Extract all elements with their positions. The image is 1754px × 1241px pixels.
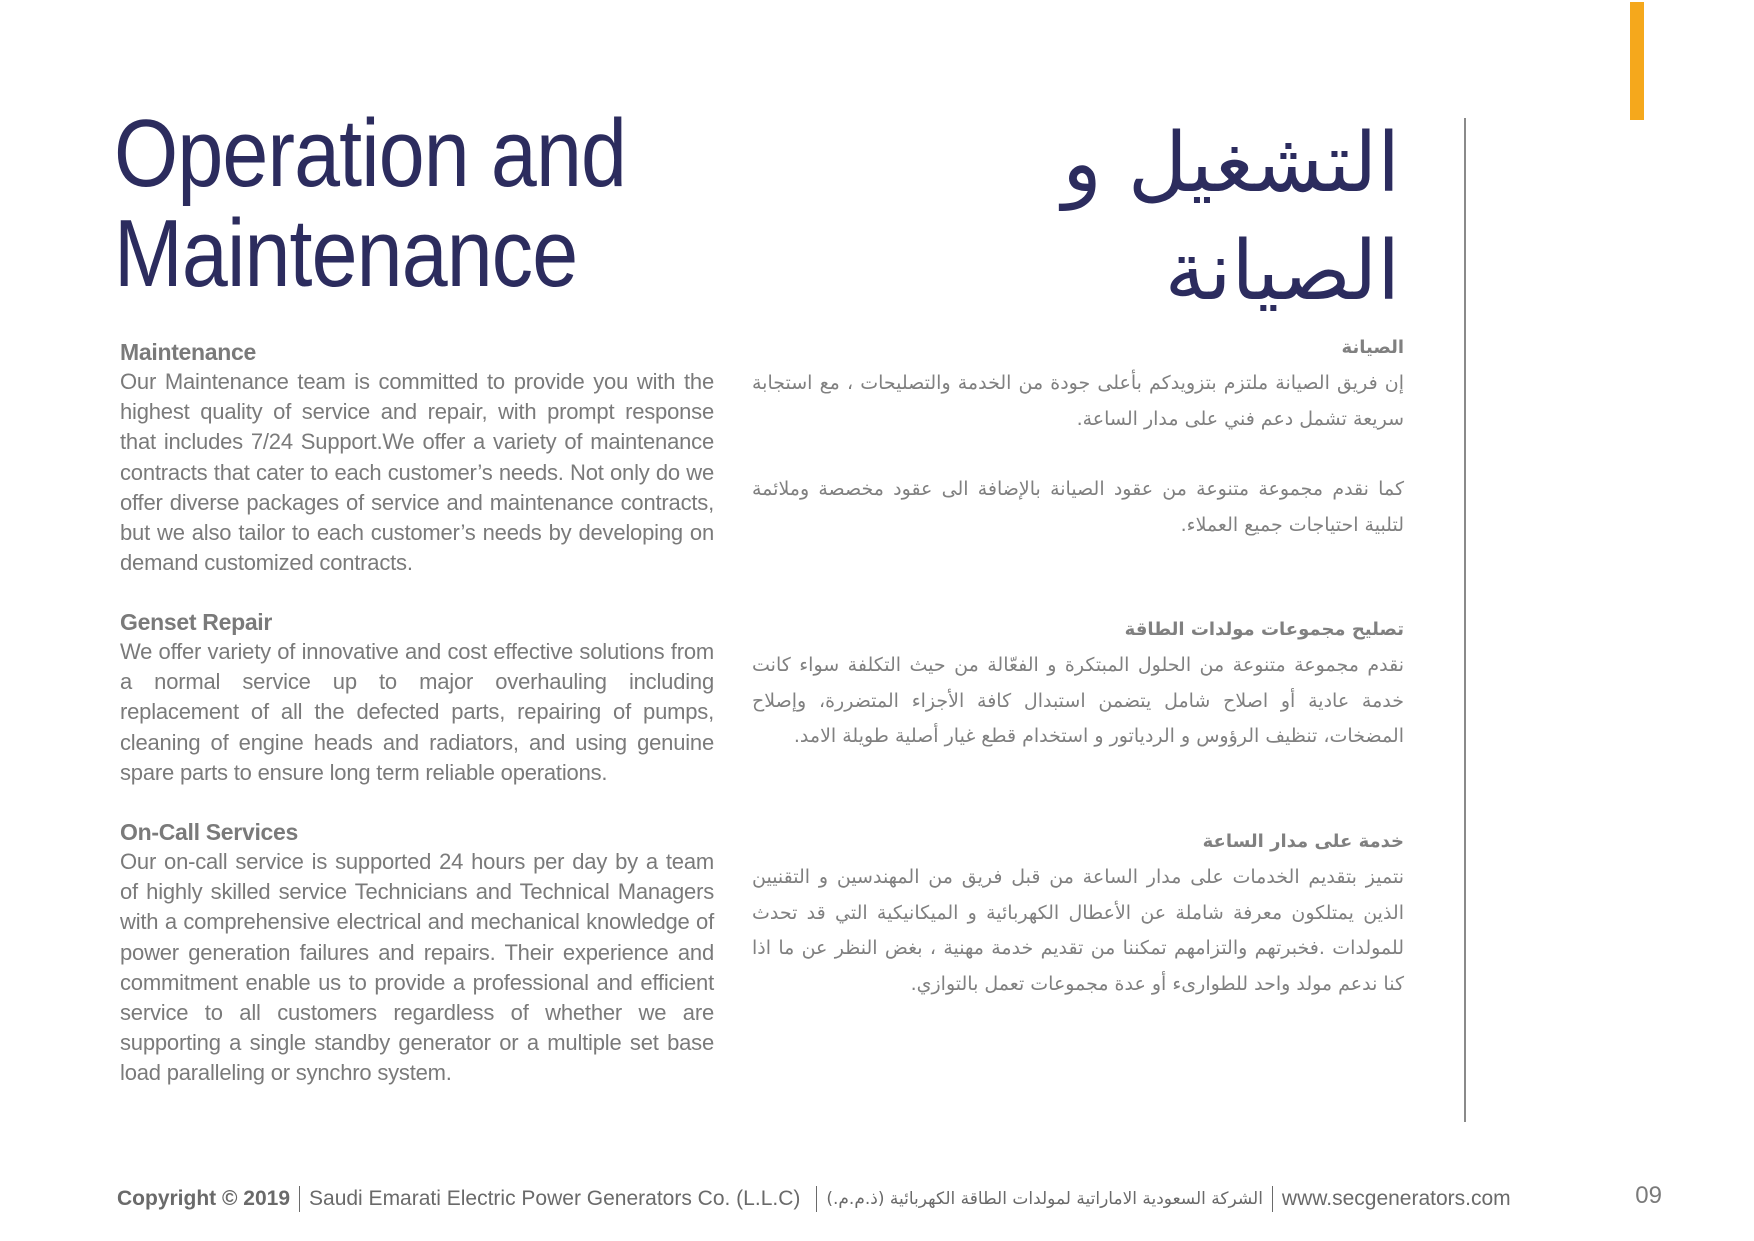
section-genset-repair-en <box>120 607 714 788</box>
section-body: نتميز بتقديم الخدمات على مدار الساعة من قبل فريق من المهندسين و التقنيين الذين يمتلكون معرفة شاملة عن الأعطال الكهربائية و الميكانيكية التي قد تحدث للمولدات .فخبرتهم والتزامهم تمكننا من تقديم خدمة مهنية ، بغض النظر عن ما اذا كنا ندعم مولد واحد للطوارىء أو عدة مجموعات تعمل بالتوازي. <box>752 866 1404 995</box>
section-body: We offer variety of innovative and cost effective solutions from a normal service up to major overhauling including replacement of all the defected parts, repairing of pumps, cleaning of engine heads and radiators, and using genuine spare parts to ensure long term reliable operations. <box>120 639 714 785</box>
copyright: Copyright © 2019 <box>117 1187 291 1210</box>
section-body: نقدم مجموعة متنوعة من الحلول المبتكرة و الفعّالة من حيث التكلفة سواء كانت خدمة عادية أو اصلاح شامل يتضمن استبدال كافة الأجزاء المتضررة، وإصلاح المضخات، تنظيف الرؤوس و الردياتور و استخدام قطع غيار أصلية طويلة الامد. <box>752 654 1404 747</box>
section-on-call-ar <box>752 824 1404 1002</box>
section-heading: Maintenance <box>120 339 257 365</box>
section-heading: خدمة على مدار الساعة <box>1202 831 1404 852</box>
title-en-line2: Maintenance <box>114 200 578 307</box>
footer-separator <box>1272 1186 1273 1212</box>
section-maintenance-ar <box>752 330 1404 543</box>
page-title-ar <box>900 110 1400 326</box>
section-genset-repair-ar <box>752 612 1404 755</box>
section-heading: On-Call Services <box>120 819 299 845</box>
section-heading: تصليح مجموعات مولدات الطاقة <box>1124 619 1404 640</box>
section-heading: Genset Repair <box>120 609 273 635</box>
company-name-en: Saudi Emarati Electric Power Generators Co. (L.L.C) <box>309 1187 801 1210</box>
vertical-divider <box>1464 118 1466 1122</box>
section-maintenance-en <box>120 337 714 578</box>
accent-bar <box>1630 2 1644 120</box>
footer-separator <box>299 1186 300 1212</box>
page-number: 09 <box>1635 1182 1662 1209</box>
section-on-call-en <box>120 817 714 1089</box>
website-link[interactable]: www.secgenerators.com <box>1281 1187 1511 1210</box>
footer-separator <box>816 1186 817 1212</box>
footer <box>117 1184 1511 1214</box>
section-heading: الصيانة <box>1341 337 1404 358</box>
section-body: إن فريق الصيانة ملتزم بتزويدكم بأعلى جودة من الخدمة والتصليحات ، مع استجابة سريعة تشمل دعم فني على مدار الساعة. <box>752 372 1404 430</box>
title-ar-line2: الصيانة <box>1164 224 1400 319</box>
title-en-line1: Operation and <box>114 100 627 207</box>
section-body: كما نقدم مجموعة متنوعة من عقود الصيانة بالإضافة الى عقود مخصصة وملائمة لتلبية احتياجات جميع العملاء. <box>752 478 1404 536</box>
company-name-ar: الشركة السعودية الاماراتية لمولدات الطاقة الكهربائية (ذ.م.م.) <box>826 1189 1263 1209</box>
section-body: Our on-call service is supported 24 hours per day by a team of highly skilled service Technicians and Technical Managers with a comprehensive electrical and mechanical knowledge of power generation failures and repairs. Their experience and commitment enable us to provide a professional and efficient service to all customers regardless of whether we are supporting a single standby generator or a multiple set base load paralleling or synchro system. <box>120 849 714 1086</box>
page-title-en <box>114 100 627 307</box>
title-ar-line1: التشغيل و <box>1062 116 1400 211</box>
section-body: Our Maintenance team is committed to provide you with the highest quality of service and repair, with prompt response that includes 7/24 Support.We offer a variety of maintenance contracts that cater to each customer’s needs. Not only do we offer diverse packages of service and maintenance contracts, but we also tailor to each customer’s needs by developing on demand customized contracts. <box>120 369 714 576</box>
